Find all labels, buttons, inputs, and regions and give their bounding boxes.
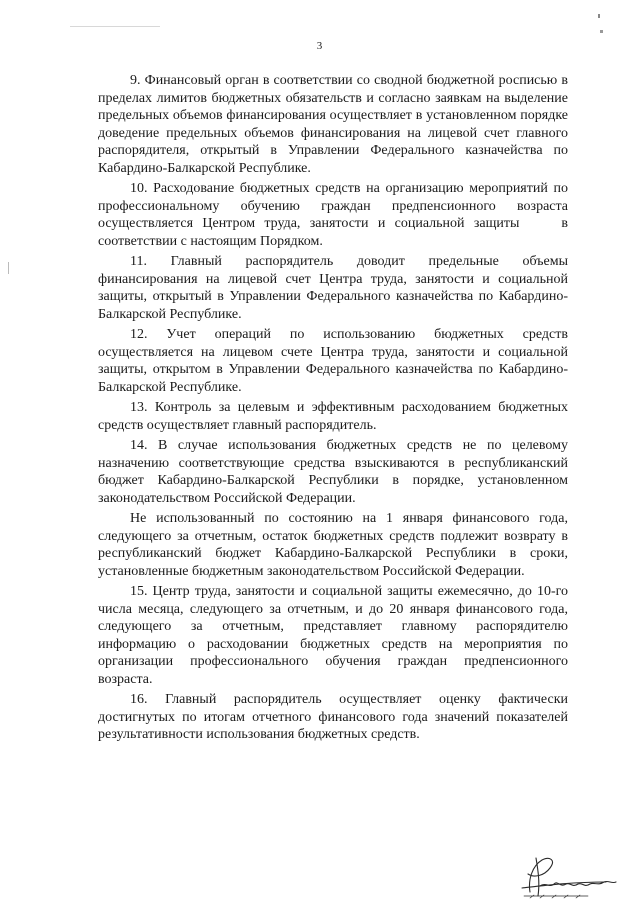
page-number: 3 bbox=[316, 40, 323, 52]
scan-mark-top-right bbox=[598, 14, 600, 18]
paragraph-14-continued: Не использованный по состоянию на 1 января финансового года, следующего за отчетным, остаток бюджетных средств подлежит возврату в республиканский бюджет Кабардино-Балкарской Республики в сроки, установленные бюджетным законодательством Российской Федерации. bbox=[98, 511, 568, 579]
paragraph-13: 13. Контроль за целевым и эффективным расходованием бюджетных средств осуществляет главный распорядитель. bbox=[98, 400, 568, 433]
paragraph-10-part-a: 10. Расходование бюджетных средств на организацию мероприятий по профессиональному обучению граждан предпенсионного возраста осуществляется Центром труда, занятости и социальной защиты bbox=[98, 181, 568, 231]
paragraph-10 bbox=[98, 180, 568, 250]
scan-mark-top-left bbox=[70, 26, 160, 27]
paragraph-15: 15. Центр труда, занятости и социальной защиты ежемесячно, до 10-го числа месяца, следующего за отчетным, и до 20 января финансового года, следующего за отчетным, представляет главному распорядителю информацию о расходовании бюджетных средств на мероприятия по организации профессионального обучения граждан предпенсионного возраста. bbox=[98, 584, 568, 687]
paragraph-14: 14. В случае использования бюджетных средств не по целевому назначению соответствующие средства взыскиваются в республиканский бюджет Кабардино-Балкарской Республики в порядке, установленном законодательством Российской Федерации. bbox=[98, 438, 568, 506]
paragraph-10-part-b: в соответствии с настоящим Порядком. bbox=[98, 216, 568, 249]
document-body bbox=[98, 72, 568, 747]
paragraph-16: 16. Главный распорядитель осуществляет оценку фактически достигнутых по итогам отчетного финансового года значений показателей результативности использования бюджетных средств. bbox=[98, 692, 568, 742]
paragraph-12: 12. Учет операций по использованию бюджетных средств осуществляется на лицевом счете Центра труда, занятости и социальной защиты, открытом в Управлении Федерального казначейства по Кабардино-Балкарской Республике. bbox=[98, 327, 568, 395]
paragraph-11: 11. Главный распорядитель доводит предельные объемы финансирования на лицевой счет Центра труда, занятости и социальной защиты, открытый в Управлении Федерального казначейства по Кабардино-Балкарской Республике. bbox=[98, 254, 568, 322]
scan-mark-top-right-2 bbox=[600, 30, 603, 33]
handwritten-signature-icon bbox=[510, 852, 622, 902]
scan-mark-left-edge bbox=[8, 262, 9, 274]
paragraph-9: 9. Финансовый орган в соответствии со сводной бюджетной росписью в пределах лимитов бюджетных обязательств и согласно заявкам на выделение предельных объемов финансирования осуществляет в установленном порядке доведение предельных объемов финансирования на лицевой счет главного распорядителя, открытый в Управлении Федерального казначейства по Кабардино-Балкарской Республике. bbox=[98, 73, 568, 176]
